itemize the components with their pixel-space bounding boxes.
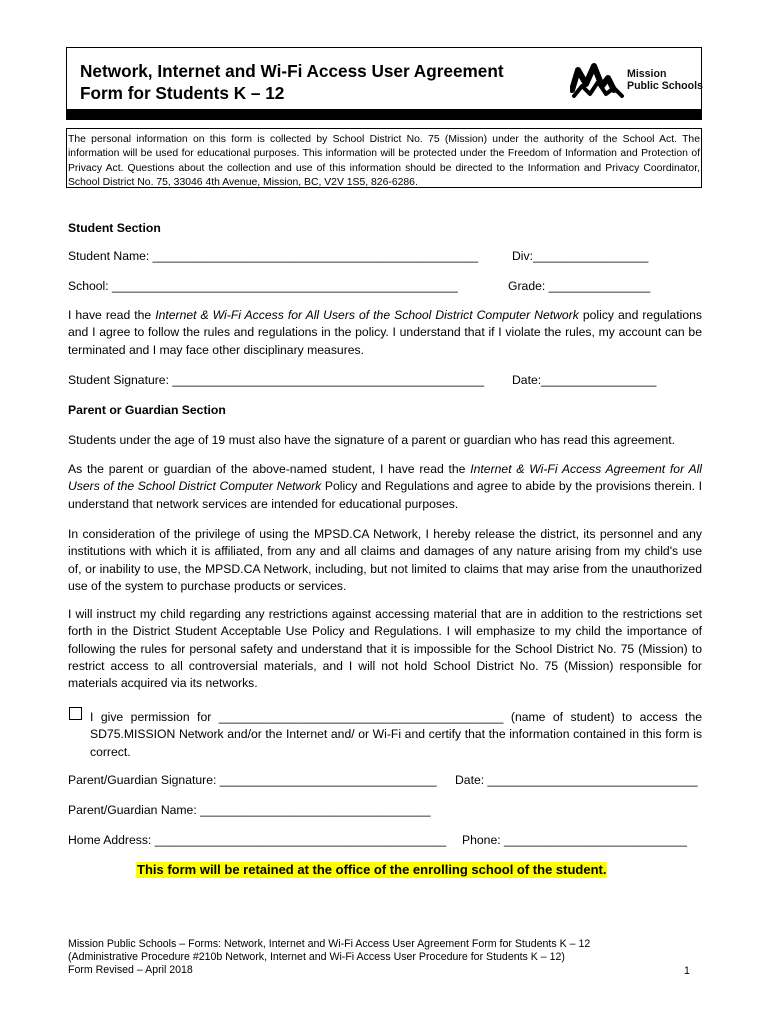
student-name-field[interactable]: Student Name: ________________________________________________	[68, 249, 479, 263]
footer-line-1: Mission Public Schools – Forms: Network, Internet and Wi-Fi Access User Agreement Form for Students K – 12	[68, 938, 591, 950]
parent-section-heading: Parent or Guardian Section	[68, 403, 226, 417]
title-line-1: Network, Internet and Wi-Fi Access User Agreement	[80, 61, 504, 81]
title-line-2: Form for Students K – 12	[80, 83, 285, 103]
date-label: Date:	[512, 373, 542, 387]
parent-para-2	[68, 461, 702, 513]
parent-para-3: In consideration of the privilege of using the MPSD.CA Network, I hereby release the district, its personnel and any institutions with which it is affiliated, from any and all claims and damages of any nature arising from my child's use of, or inability to use, the MPSD.CA Network, including, but not limited to claims that may arise from the unauthorized use of the system to purchase products or services.	[68, 527, 702, 593]
student-signature-field[interactable]: Student Signature: ______________________________________________	[68, 373, 485, 387]
permission-text: I give permission for __________________________________________ (name of student) to access the SD75.MISSION Network and/or the Internet and/ or Wi-Fi and certify that the information contained in this form is correct.	[90, 710, 702, 759]
student-date-field[interactable]	[512, 372, 656, 389]
parent-date-field[interactable]: Date: _______________________________	[455, 773, 698, 787]
div-field[interactable]	[512, 248, 648, 265]
parent-para-4: I will instruct my child regarding any restrictions against accessing material that are in addition to the restrictions set forth in the District Student Acceptable Use Policy and Regulations. I will emphasize to my child the importance of following the rules for personal safety and understand that it is impossible for the School District No. 75 (Mission) to restrict access to all controversial materials, and I will not hold School District No. 75 (Mission) responsible for materials acquired via its networks.	[68, 607, 702, 691]
para2-post: Policy and Regulations and agree to abide by the provisions therein. I understand that network services are intended for educational purposes.	[68, 479, 702, 511]
page-number: 1	[684, 965, 690, 977]
school-field[interactable]: School: ___________________________________________________	[68, 279, 458, 293]
div-blank: _________________	[533, 249, 649, 263]
footer-line-3: Form Revised – April 2018	[68, 964, 193, 976]
grade-field[interactable]: Grade: _______________	[508, 279, 651, 293]
logo-text	[627, 68, 703, 92]
home-address-field[interactable]: Home Address: ___________________________________________	[68, 833, 447, 847]
privacy-notice: The personal information on this form is collected by School District No. 75 (Mission) under the authority of the School Act. The information will be used for educational purposes. This information will be protected under the Freedom of Information and Protection of Privacy Act. Questions about the collection and use of this information should be directed to the Information and Privacy Coordinator, School District No. 75, 33046 4th Avenue, Mission, BC, V2V 1S5, 826-6286.	[66, 128, 702, 188]
phone-field[interactable]: Phone: ___________________________	[462, 833, 688, 847]
parent-para-1: Students under the age of 19 must also have the signature of a parent or guardian who has read this agreement.	[68, 433, 676, 447]
retention-notice: This form will be retained at the office of the enrolling school of the student.	[137, 862, 607, 877]
agreement-name: Internet & Wi-Fi Access Agreement for All Users of the School District Computer Network	[68, 462, 702, 494]
student-section-heading: Student Section	[68, 221, 161, 235]
page-title	[80, 60, 504, 104]
para2-pre: As the parent or guardian of the above-named student, I have read the	[68, 462, 471, 476]
header-bar	[66, 109, 702, 120]
agreement-pre: I have read the	[68, 308, 156, 322]
permission-checkbox[interactable]	[69, 707, 82, 720]
logo-line-2: Public Schools	[627, 80, 703, 92]
student-agreement-text	[68, 307, 702, 359]
logo-line-1: Mission	[627, 68, 667, 80]
div-label: Div:	[512, 249, 533, 263]
parent-signature-field[interactable]: Parent/Guardian Signature: ________________________________	[68, 773, 437, 787]
footer-line-2: (Administrative Procedure #210b Network, Internet and Wi-Fi Access User Procedure for Students K – 12)	[68, 951, 565, 963]
parent-name-field[interactable]: Parent/Guardian Name: __________________________________	[68, 803, 431, 817]
agreement-post: policy and regulations and I agree to follow the rules and regulations in the policy. I understand that if I violate the rules, my account can be terminated and I may face other disciplinary measures.	[68, 308, 702, 357]
policy-name: Internet & Wi-Fi Access for All Users of the School District Computer Network	[155, 308, 579, 322]
date-blank: _________________	[541, 373, 657, 387]
